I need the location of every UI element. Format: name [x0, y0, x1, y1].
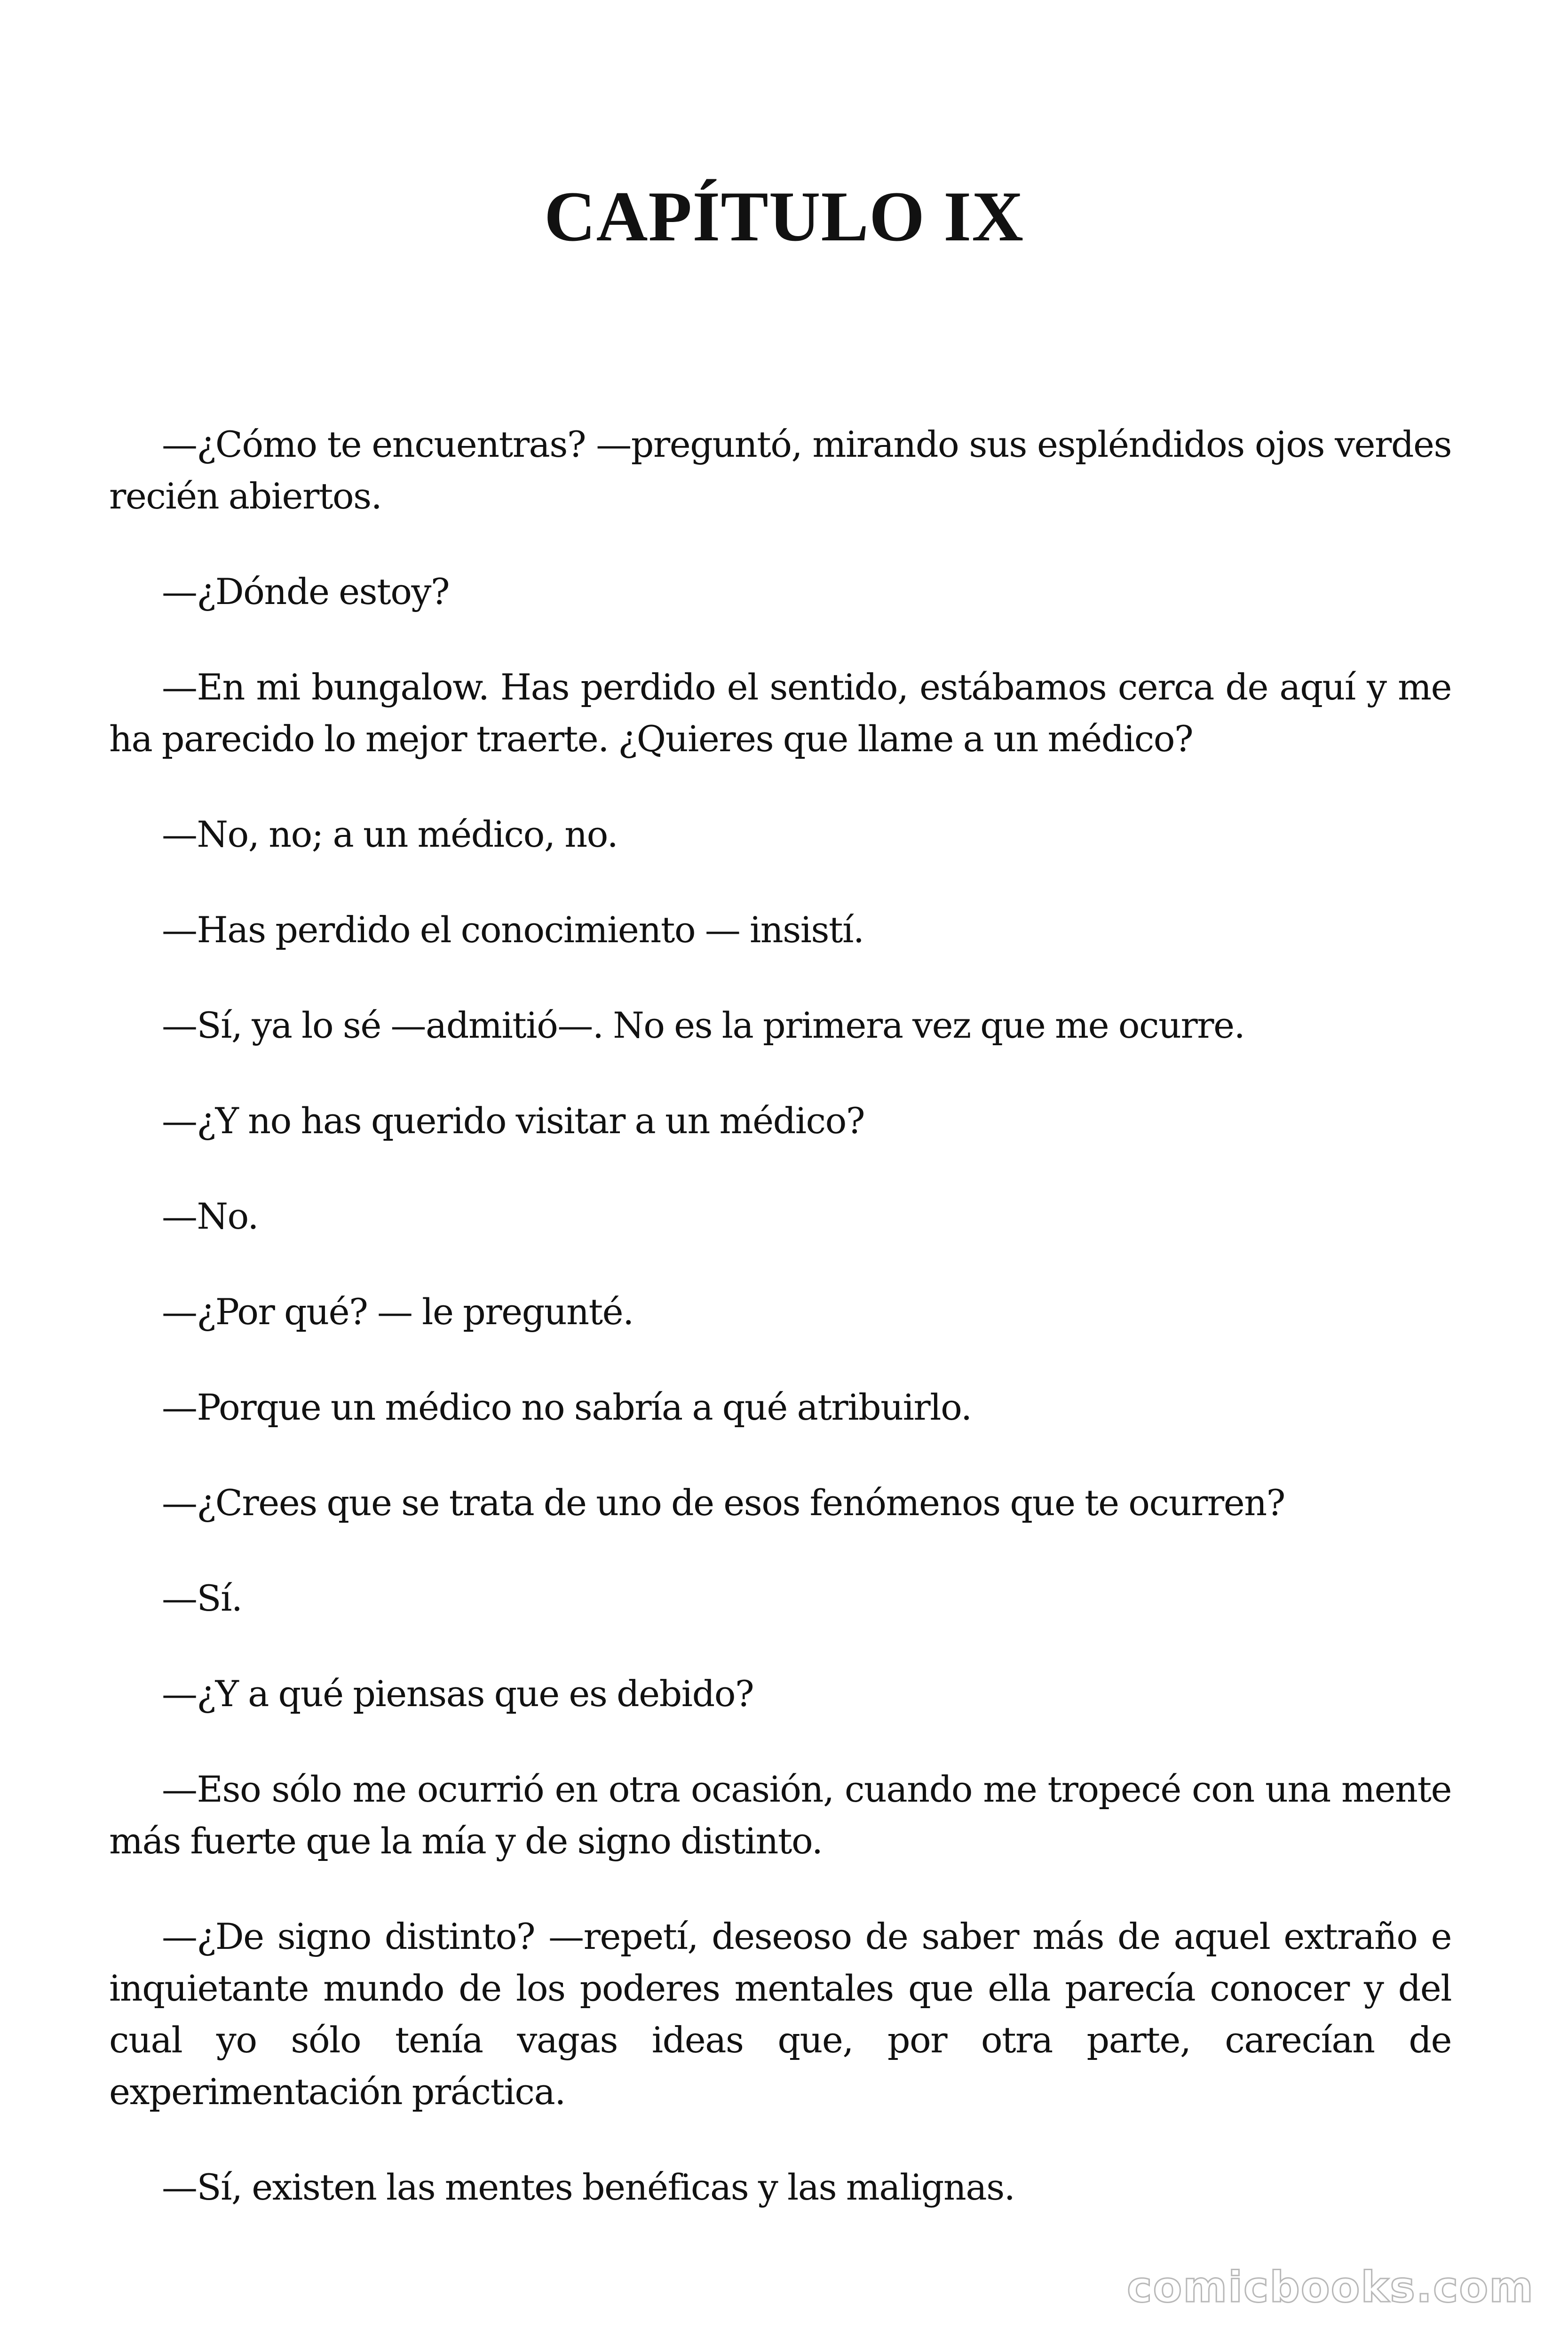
paragraph: —Sí, existen las mentes benéficas y las malignas.: [162, 2166, 1015, 2208]
paragraph: —¿Por qué? — le pregunté.: [162, 1291, 634, 1333]
paragraph: —¿Crees que se trata de uno de esos fenómenos que te ocurren?: [162, 1482, 1285, 1524]
paragraph: —Sí, ya lo sé —admitió—. No es la primera vez que me ocurre.: [162, 1004, 1245, 1046]
paragraph: —¿De signo distinto? —repetí, deseoso de saber más de aquel extraño e inquietante mundo de los poderes mentales que ella parecía conocer y del cual yo sólo tenía vagas ideas que, por otra parte, carecían de experimentación práctica.: [109, 1915, 1451, 2113]
chapter-body: [109, 419, 1451, 2257]
paragraph: —En mi bungalow. Has perdido el sentido, estábamos cerca de aquí y me ha parecido lo mejor traerte. ¿Quieres que llame a un médico?: [109, 666, 1451, 760]
paragraph: —Has perdido el conocimiento — insistí.: [162, 909, 864, 951]
paragraph: —Eso sólo me ocurrió en otra ocasión, cuando me tropecé con una mente más fuerte que la mía y de signo distinto.: [109, 1768, 1451, 1862]
paragraph: —¿Y a qué piensas que es debido?: [162, 1673, 754, 1715]
paragraph: —¿Cómo te encuentras? —preguntó, mirando sus espléndidos ojos verdes recién abiertos.: [109, 423, 1451, 517]
paragraph: —Porque un médico no sabría a qué atribuirlo.: [162, 1386, 972, 1428]
chapter-title: CAPÍTULO IX: [544, 177, 1024, 256]
paragraph: —¿Dónde estoy?: [162, 571, 450, 612]
watermark: comicbooks.com: [1127, 2263, 1534, 2312]
paragraph: —¿Y no has querido visitar a un médico?: [162, 1100, 865, 1142]
paragraph: —Sí.: [162, 1577, 242, 1619]
paragraph: —No, no; a un médico, no.: [162, 813, 618, 855]
paragraph: —No.: [162, 1195, 259, 1237]
